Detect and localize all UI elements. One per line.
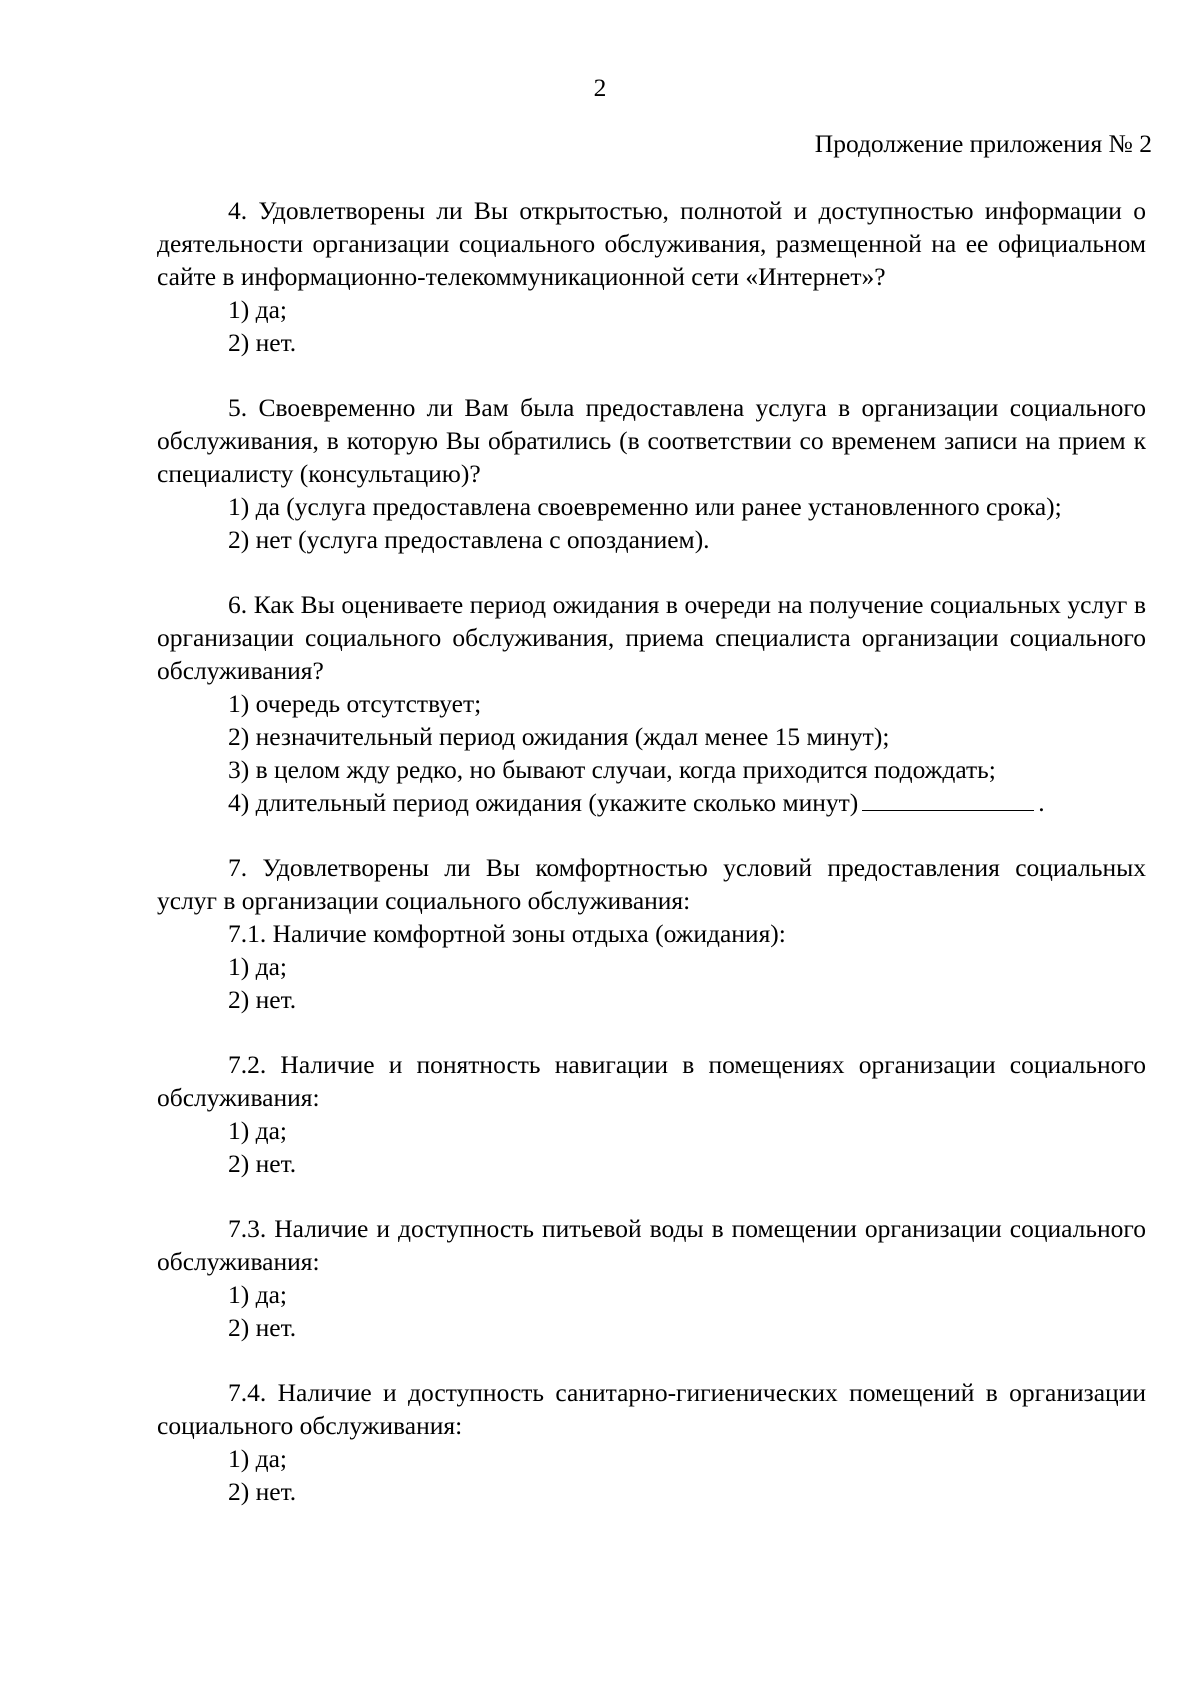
answer-option: 1) да;: [228, 1444, 287, 1473]
question-text: 7.3. Наличие и доступность питьевой воды в помещении организации социального обслуживания:: [157, 1214, 1146, 1276]
appendix-continuation-label: Продолжение приложения № 2: [814, 129, 1152, 158]
answer-option-with-blank: [157, 786, 1146, 819]
question-text: 6. Как Вы оцениваете период ожидания в очереди на получение социальных услуг в организации социального обслуживания, приема специалиста организации социального обслуживания?: [157, 590, 1146, 685]
question-7: [157, 851, 1146, 1016]
question-text: 7.4. Наличие и доступность санитарно-гигиенических помещений в организации социального обслуживания:: [157, 1378, 1146, 1440]
question-text: 4. Удовлетворены ли Вы открытостью, полнотой и доступностью информации о деятельности организации социального обслуживания, размещенной на ее официальном сайте в информационно-телекоммуникационной сети «Интернет»?: [157, 196, 1146, 291]
question-7-4: [157, 1376, 1146, 1508]
answer-option: 1) да;: [228, 295, 287, 324]
question-7-3: [157, 1212, 1146, 1344]
answer-option: 1) да (услуга предоставлена своевременно или ранее установленного срока);: [228, 492, 1062, 521]
fill-in-blank-line: [862, 788, 1034, 811]
answer-option: 2) нет.: [228, 1477, 297, 1506]
answer-option: 2) нет.: [228, 985, 297, 1014]
answer-option: 1) да;: [228, 1116, 287, 1145]
page-number: 2: [593, 73, 607, 102]
question-text: 5. Своевременно ли Вам была предоставлена услуга в организации социального обслуживания, в которую Вы обратились (в соответствии со временем записи на прием к специалисту (консультацию)?: [157, 393, 1146, 488]
answer-option: 1) да;: [228, 1280, 287, 1309]
question-text: 7.2. Наличие и понятность навигации в помещениях организации социального обслуживания:: [157, 1050, 1146, 1112]
answer-option: 2) незначительный период ожидания (ждал менее 15 минут);: [228, 722, 890, 751]
sub-question-7-1: 7.1. Наличие комфортной зоны отдыха (ожидания):: [228, 919, 786, 948]
question-4: [157, 194, 1146, 359]
answer-option: 2) нет.: [228, 1149, 297, 1178]
answer-option-text: 4) длительный период ожидания (укажите сколько минут): [228, 788, 859, 817]
answer-option: 1) очередь отсутствует;: [228, 689, 482, 718]
question-5: [157, 391, 1146, 556]
question-text: 7. Удовлетворены ли Вы комфортностью условий предоставления социальных услуг в организации социального обслуживания:: [157, 853, 1146, 915]
answer-option: 3) в целом жду редко, но бывают случаи, когда приходится подождать;: [228, 755, 996, 784]
question-6: [157, 588, 1146, 819]
answer-option: 2) нет.: [228, 328, 297, 357]
answer-option: 2) нет (услуга предоставлена с опозданием).: [228, 525, 710, 554]
answer-option: 2) нет.: [228, 1313, 297, 1342]
questionnaire-body: [157, 194, 1146, 1540]
answer-option-end: .: [1038, 788, 1045, 817]
answer-option: 1) да;: [228, 952, 287, 981]
question-7-2: [157, 1048, 1146, 1180]
